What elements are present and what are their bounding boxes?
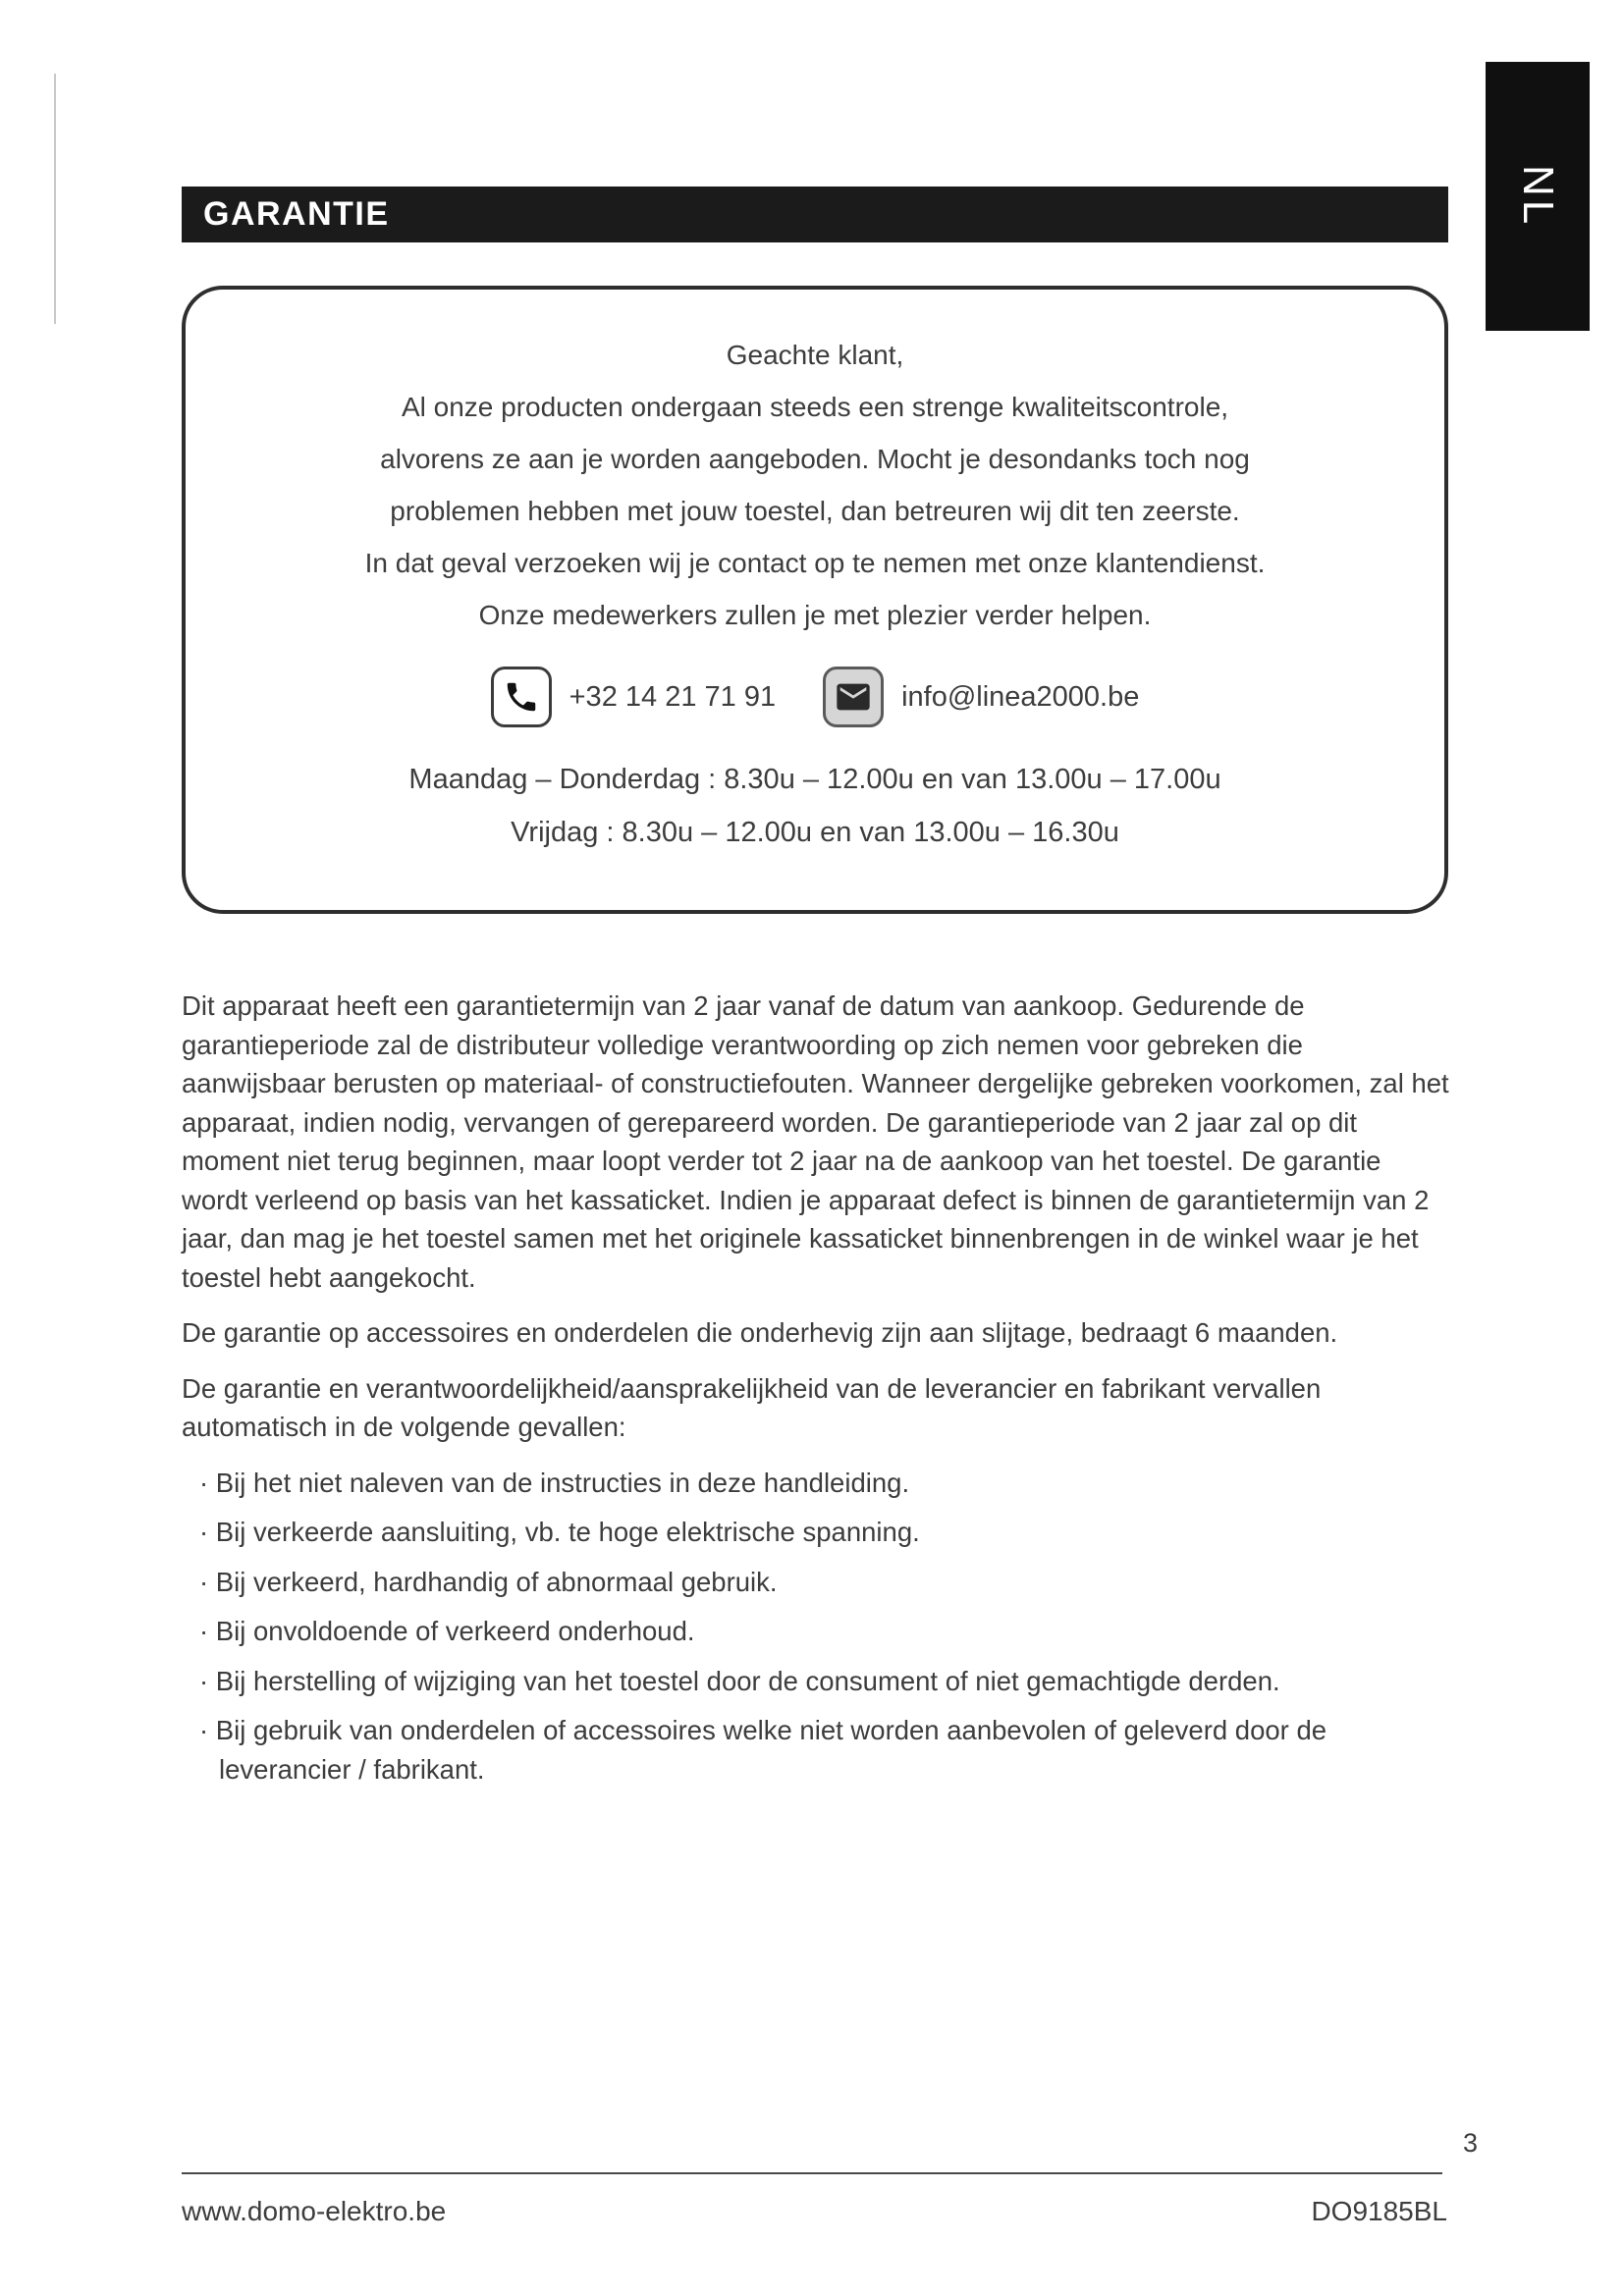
bullet-item: · Bij verkeerd, hardhandig of abnormaal gebruik. [199, 1566, 778, 1597]
notice-line: In dat geval verzoeken wij je contact op te nemen met onze klantendienst. [364, 548, 1266, 578]
notice-line: problemen hebben met jouw toestel, dan betreuren wij dit ten zeerste. [390, 496, 1240, 526]
paragraph: De garantie en verantwoordelijkheid/aansprakelijkheid van de leverancier en fabrikant vervallen automatisch in de volgende gevallen: [182, 1372, 1322, 1442]
notice-line: Onze medewerkers zullen je met plezier verder helpen. [478, 600, 1152, 630]
bullet-item: · Bij herstelling of wijziging van het toestel door de consument of niet gemachtigde derden. [199, 1665, 1280, 1696]
notice-line: Al onze producten ondergaan steeds een strenge kwaliteitscontrole, [401, 392, 1229, 422]
footer-model-number: DO9185BL [1311, 2196, 1447, 2226]
footer-website: www.domo-elektro.be [182, 2196, 447, 2226]
bullet-item: · Bij gebruik van onderdelen of accessoires welke niet worden aanbevolen of geleverd door de leverancier / fabrikant. [199, 1715, 1327, 1785]
opening-hours-line: Maandag – Donderdag : 8.30u – 12.00u en van 13.00u – 17.00u [408, 764, 1221, 795]
page-number: 3 [1463, 2128, 1479, 2158]
email-address: info@linea2000.be [901, 680, 1140, 713]
language-tab [1486, 62, 1590, 331]
notice-line: alvorens ze aan je worden aangeboden. Mocht je desondanks toch nog [380, 444, 1250, 474]
bullet-item: · Bij verkeerde aansluiting, vb. te hoge elektrische spanning. [199, 1517, 920, 1547]
opening-hours-line: Vrijdag : 8.30u – 12.00u en van 13.00u – 16.30u [511, 817, 1119, 848]
page-title: GARANTIE [203, 195, 390, 233]
paragraph: De garantie op accessoires en onderdelen die onderhevig zijn aan slijtage, bedraagt 6 maanden. [182, 1317, 1338, 1348]
warranty-text [182, 987, 1454, 1799]
email-icon [823, 667, 884, 727]
opening-hours [186, 753, 1444, 859]
bullet-item: · Bij onvoldoende of verkeerd onderhoud. [199, 1616, 695, 1646]
phone-icon [491, 667, 552, 727]
phone-number: +32 14 21 71 91 [568, 680, 777, 713]
language-tab-label: NL [1514, 164, 1562, 229]
page-edge-mark [54, 74, 56, 324]
bullet-list [182, 1464, 1454, 1789]
footer-rule [182, 2172, 1442, 2174]
section-header [182, 187, 1448, 242]
bullet-item: · Bij het niet naleven van de instructies in deze handleiding. [199, 1467, 910, 1498]
contact-row [186, 667, 1444, 727]
notice-line: Geachte klant, [726, 340, 904, 370]
warranty-notice-box [182, 286, 1448, 914]
paragraph: Dit apparaat heeft een garantietermijn van 2 jaar vanaf de datum van aankoop. Gedurende de garantieperiode zal de distributeur volledige verantwoording op zich nemen voor gebreken die aanwijsbaar berusten op materiaal- of constructiefouten. Wanneer dergelijke gebreken voorkomen, zal het apparaat, indien nodig, vervangen of gerepareerd worden. De garantieperiode van 2 jaar zal op dit moment niet terug beginnen, maar loopt verder tot 2 jaar na de aankoop van het toestel. De garantie wordt verleend op basis van het kassaticket. Indien je apparaat defect is binnen de garantietermijn van 2 jaar, dan mag je het toestel samen met het originele kassaticket binnenbrengen in de winkel waar je het toestel hebt aangekocht. [182, 990, 1449, 1293]
